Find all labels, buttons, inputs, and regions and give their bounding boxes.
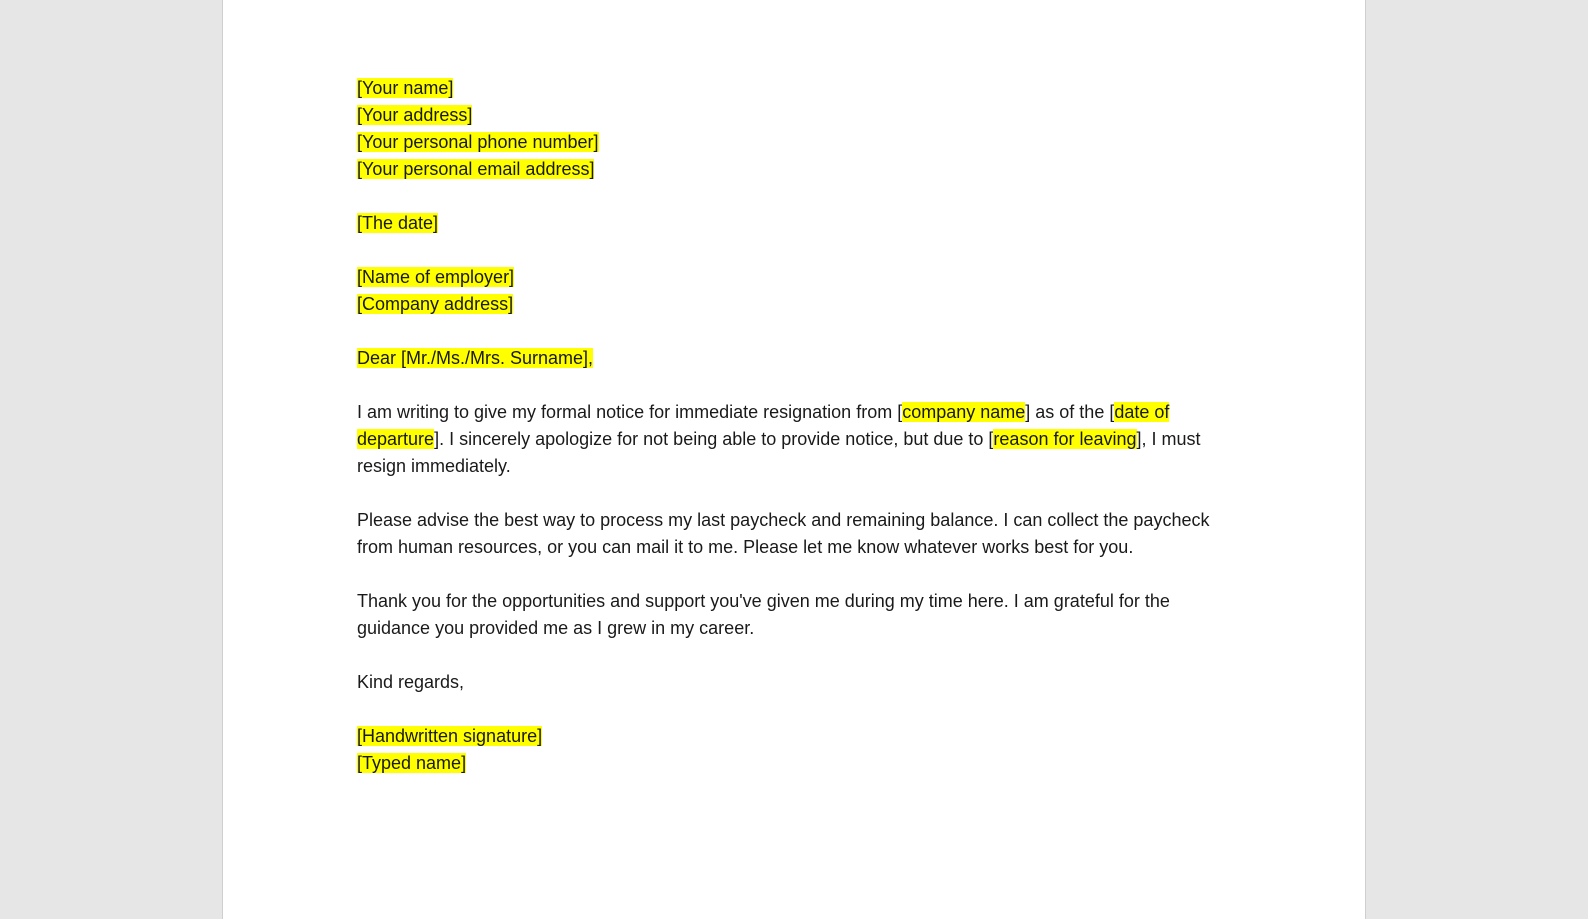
- sender-address[interactable]: [Your address]: [357, 105, 473, 125]
- spacer: [357, 642, 1237, 669]
- placeholder-reason[interactable]: reason for leaving: [993, 429, 1137, 449]
- spacer: [357, 480, 1237, 507]
- sender-block: [357, 75, 1237, 102]
- paragraph-paycheck[interactable]: Please advise the best way to process my last paycheck and remaining balance. I can collect the paycheck from human resources, or you can mail it to me. Please let me know whatever works best for you.: [357, 510, 1210, 557]
- spacer: [357, 372, 1237, 399]
- document-page[interactable]: [222, 0, 1366, 919]
- paragraph-thanks[interactable]: Thank you for the opportunities and support you've given me during my time here. I am grateful for the guidance you provided me as I grew in my career.: [357, 591, 1170, 638]
- spacer: [357, 696, 1237, 723]
- sender-name[interactable]: [Your name]: [357, 78, 454, 98]
- paragraph-resignation[interactable]: I am writing to give my formal notice for immediate resignation from [company name] as of the [date of departure]. I sincerely apologize for not being able to provide notice, but due to [reason for leaving], I must resign immediately.: [357, 402, 1201, 476]
- placeholder-departure-date[interactable]: date of departure: [357, 402, 1170, 449]
- spacer: [357, 318, 1237, 345]
- sender-phone[interactable]: [Your personal phone number]: [357, 132, 599, 152]
- spacer: [357, 237, 1237, 264]
- letter-body[interactable]: [357, 75, 1237, 777]
- letter-date[interactable]: [The date]: [357, 213, 439, 233]
- spacer: [357, 183, 1237, 210]
- signature-placeholder[interactable]: [Handwritten signature]: [357, 726, 543, 746]
- closing[interactable]: Kind regards,: [357, 672, 465, 692]
- salutation[interactable]: Dear [Mr./Ms./Mrs. Surname],: [357, 348, 594, 368]
- typed-name-placeholder[interactable]: [Typed name]: [357, 753, 467, 773]
- spacer: [357, 561, 1237, 588]
- placeholder-company-name[interactable]: company name: [902, 402, 1026, 422]
- recipient-company-address[interactable]: [Company address]: [357, 294, 514, 314]
- sender-email[interactable]: [Your personal email address]: [357, 159, 595, 179]
- recipient-employer[interactable]: [Name of employer]: [357, 267, 515, 287]
